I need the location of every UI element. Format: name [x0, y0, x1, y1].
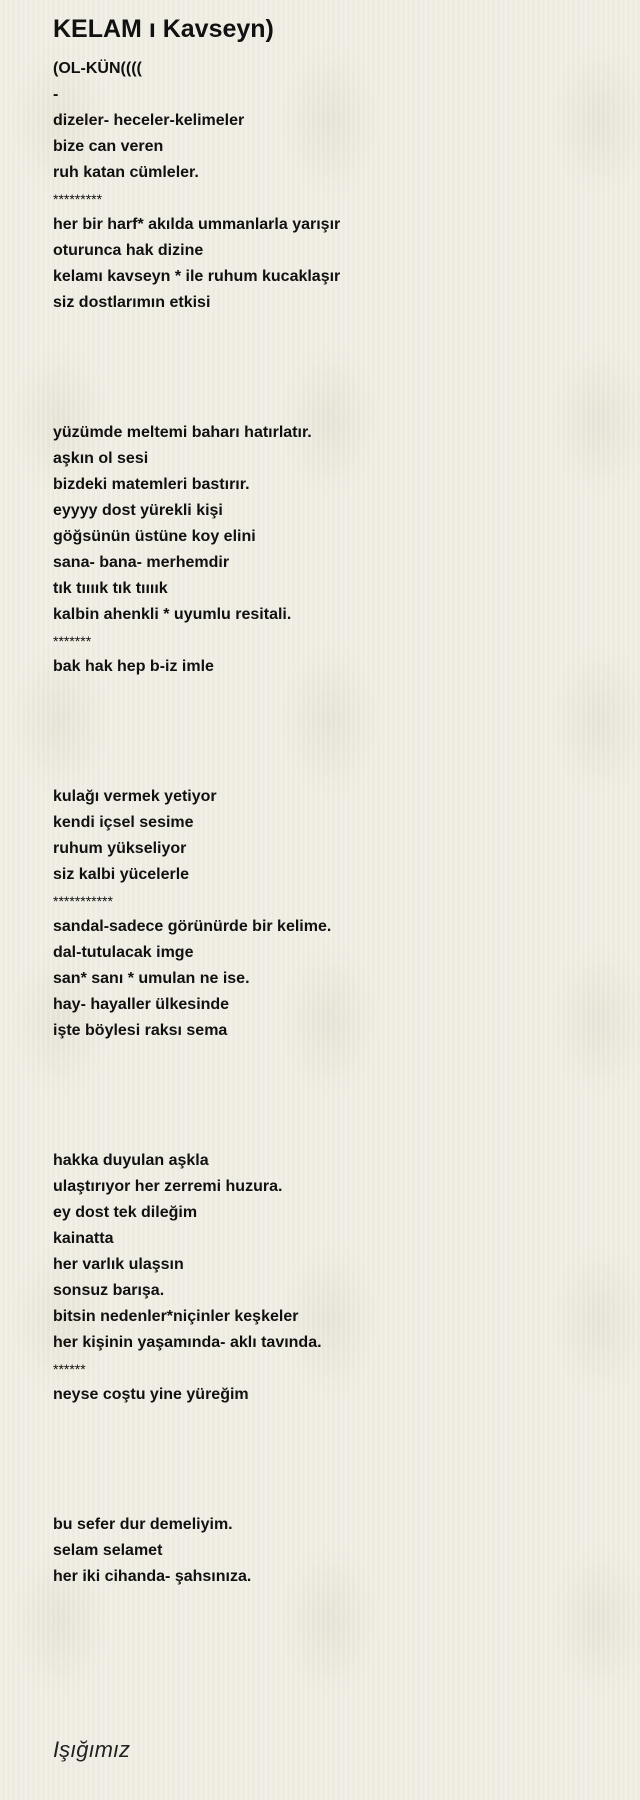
poem-body [53, 56, 613, 1590]
poem-line: tık tıııık tık tıııık [53, 580, 168, 597]
stanza-gap [53, 368, 613, 394]
poem-line: kulağı vermek yetiyor [53, 788, 217, 805]
poem-line: her iki cihanda- şahsınıza. [53, 1568, 252, 1585]
stanza-gap [53, 1122, 613, 1148]
poem-line: kendi içsel sesime [53, 814, 194, 831]
poem-line: bizdeki matemleri bastırır. [53, 476, 250, 493]
stanza-separator: ******* [53, 633, 92, 649]
stanza-gap [53, 1044, 613, 1070]
stanza-gap [53, 758, 613, 784]
poem-line: selam selamet [53, 1542, 163, 1559]
stanza-gap [53, 680, 613, 706]
poem-line: aşkın ol sesi [53, 450, 149, 467]
stanza-gap [53, 732, 613, 758]
stanza-gap [53, 1460, 613, 1486]
stanza-gap [53, 1070, 613, 1096]
poem-line: neyse coştu yine yüreğim [53, 1386, 249, 1403]
stanza-gap [53, 706, 613, 732]
poem-page [53, 10, 613, 1590]
stanza-gap [53, 1408, 613, 1434]
poem-line: her bir harf* akılda ummanlarla yarışır [53, 216, 341, 233]
poem-line: siz dostlarımın etkisi [53, 294, 211, 311]
poem-line: eyyyy dost yürekli kişi [53, 502, 223, 519]
poem-line: ey dost tek dileğim [53, 1204, 198, 1221]
poem-line: ruh katan cümleler. [53, 164, 199, 181]
stanza-gap [53, 1434, 613, 1460]
poem-line: bize can veren [53, 138, 164, 155]
poem-title: KELAM ı Kavseyn) [53, 15, 274, 43]
poem-line: sana- bana- merhemdir [53, 554, 230, 571]
poem-line: kainatta [53, 1230, 114, 1247]
poem-line: hakka duyulan aşkla [53, 1152, 209, 1169]
poem-line: sonsuz barışa. [53, 1282, 165, 1299]
poem-line: dizeler- heceler-kelimeler [53, 112, 245, 129]
poem-line: ruhum yükseliyor [53, 840, 187, 857]
stanza-gap [53, 1486, 613, 1512]
poem-line: her varlık ulaşsın [53, 1256, 184, 1273]
poem-line: (OL-KÜN(((( [53, 60, 142, 77]
stanza-gap [53, 316, 613, 342]
stanza-separator: ********* [53, 191, 103, 207]
poem-line: bak hak hep b-iz imle [53, 658, 214, 675]
poem-line: bu sefer dur demeliyim. [53, 1516, 233, 1533]
poem-line: işte böylesi raksı sema [53, 1022, 228, 1039]
stanza-separator: *********** [53, 893, 113, 909]
stanza-separator: ****** [53, 1361, 86, 1377]
poem-line: dal-tutulacak imge [53, 944, 194, 961]
poem-line: kelamı kavseyn * ile ruhum kucaklaşır [53, 268, 341, 285]
poem-line: kalbin ahenkli * uyumlu resitali. [53, 606, 292, 623]
poem-line: - [53, 86, 59, 103]
poem-line: yüzümde meltemi baharı hatırlatır. [53, 424, 312, 441]
stanza-gap [53, 394, 613, 420]
poem-line: ulaştırıyor her zerremi huzura. [53, 1178, 283, 1195]
poet-name: Işığımız [53, 1737, 131, 1762]
poem-line: hay- hayaller ülkesinde [53, 996, 230, 1013]
poem-line: siz kalbi yücelerle [53, 866, 190, 883]
poem-line: sandal-sadece görünürde bir kelime. [53, 918, 332, 935]
poem-line: bitsin nedenler*niçinler keşkeler [53, 1308, 299, 1325]
poem-line: her kişinin yaşamında- aklı tavında. [53, 1334, 322, 1351]
stanza-gap [53, 342, 613, 368]
stanza-gap [53, 1096, 613, 1122]
poem-line: oturunca hak dizine [53, 242, 204, 259]
poem-line: göğsünün üstüne koy elini [53, 528, 256, 545]
poem-line: san* sanı * umulan ne ise. [53, 970, 250, 987]
